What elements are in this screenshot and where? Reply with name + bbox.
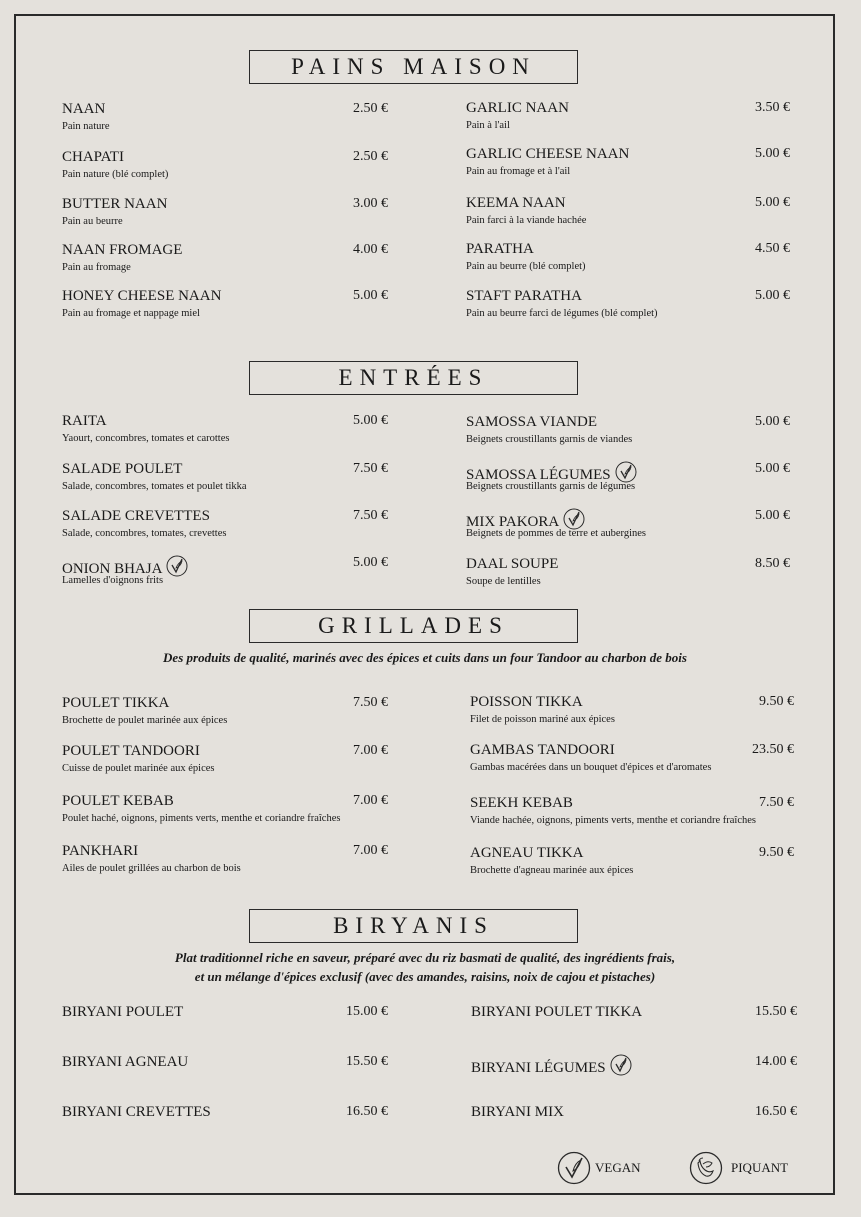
menu-item-name (466, 556, 558, 573)
menu-item-name-text: PARATHA (466, 241, 534, 257)
menu-item-name (466, 288, 582, 305)
menu-item-description: Pain au fromage et à l'ail (466, 166, 571, 177)
menu-item-name (62, 413, 107, 430)
menu-item-name-text: KEEMA NAAN (466, 195, 566, 211)
menu-item-name (466, 195, 566, 212)
menu-item-price: 4.00 € (353, 242, 388, 257)
menu-item-name (470, 742, 615, 759)
menu-item-name-text: BIRYANI LÉGUMES (471, 1060, 606, 1076)
menu-item-description: Pain à l'ail (466, 120, 510, 131)
menu-item (62, 793, 388, 833)
menu-item-name (470, 845, 583, 862)
menu-item-description: Cuisse de poulet marinée aux épices (62, 763, 215, 774)
menu-item-name (466, 146, 629, 163)
menu-item-description: Pain farci à la viande hachée (466, 215, 587, 226)
menu-item-description: Viande hachée, oignons, piments verts, menthe et coriandre fraîches (470, 815, 756, 826)
menu-item-name-text: PANKHARI (62, 843, 139, 859)
menu-item (470, 742, 794, 782)
menu-item-price: 7.50 € (353, 461, 388, 476)
menu-item-name-text: SALADE POULET (62, 461, 183, 477)
menu-item-price: 8.50 € (755, 556, 790, 571)
legend-vegan-label: VEGAN (595, 1160, 641, 1175)
menu-item-name-text: SAMOSSA VIANDE (466, 414, 598, 430)
menu-item-description: Pain au beurre (62, 216, 123, 227)
menu-item-price: 3.50 € (755, 100, 790, 115)
chili-icon (689, 1151, 723, 1185)
menu-item-description: Pain au fromage (62, 262, 131, 273)
menu-item (62, 843, 388, 883)
menu-item (466, 100, 790, 140)
menu-item-name-text: BIRYANI AGNEAU (62, 1054, 189, 1070)
menu-item (62, 1004, 388, 1044)
menu-item-name (466, 241, 534, 258)
menu-item (471, 1004, 797, 1044)
menu-item-description: Gambas macérées dans un bouquet d'épices et d'aromates (470, 762, 712, 773)
menu-item-name (62, 508, 210, 525)
menu-item-name (466, 100, 569, 117)
menu-item-price: 3.00 € (353, 196, 388, 211)
menu-item-description: Salade, concombres, tomates et poulet tikka (62, 481, 247, 492)
menu-item-description: Pain nature (blé complet) (62, 169, 169, 180)
menu-item-price: 23.50 € (752, 742, 794, 757)
menu-item-price: 15.50 € (346, 1054, 388, 1069)
menu-item-name (62, 743, 200, 760)
menu-item (470, 694, 794, 734)
menu-item-price: 5.00 € (755, 288, 790, 303)
menu-item-price: 5.00 € (755, 508, 790, 523)
menu-item-name (62, 149, 124, 166)
menu-item-price: 16.50 € (346, 1104, 388, 1119)
menu-item-name-text: GAMBAS TANDOORI (470, 742, 615, 758)
menu-item-description: Pain au beurre (blé complet) (466, 261, 586, 272)
menu-item-name-text: POULET KEBAB (62, 793, 174, 809)
menu-item (466, 195, 790, 235)
menu-item-price: 16.50 € (755, 1104, 797, 1119)
vegan-leaf-icon (610, 1054, 632, 1081)
menu-item-price: 5.00 € (353, 413, 388, 428)
menu-item-price: 7.00 € (353, 743, 388, 758)
menu-item-name-text: RAITA (62, 413, 107, 429)
menu-item (62, 695, 388, 735)
menu-item-description: Beignets croustillants garnis de viandes (466, 434, 633, 445)
menu-item-name-text: DAAL SOUPE (466, 556, 559, 572)
menu-item (62, 1054, 388, 1094)
menu-item (62, 242, 388, 282)
menu-item-name (62, 288, 221, 305)
menu-item-price: 15.00 € (346, 1004, 388, 1019)
menu-item-description: Filet de poisson mariné aux épices (470, 714, 615, 725)
menu-item-name (62, 695, 169, 712)
menu-item-name-text: ONION BHAJA (62, 561, 163, 577)
menu-item-name-text: BIRYANI MIX (471, 1104, 564, 1120)
menu-item-description: Beignets de pommes de terre et aubergines (466, 528, 646, 539)
menu-item-description: Poulet haché, oignons, piments verts, menthe et coriandre fraîches (62, 813, 341, 824)
menu-item-name (470, 694, 583, 711)
menu-item-name (62, 1004, 183, 1021)
menu-item-price: 9.50 € (759, 694, 794, 709)
menu-item (62, 508, 388, 548)
section-title-entrees: ENTRÉES (249, 361, 578, 395)
menu-item (62, 196, 388, 236)
menu-item-name-text: POULET TANDOORI (62, 743, 200, 759)
menu-item (466, 241, 790, 281)
menu-item-name-text: GARLIC CHEESE NAAN (466, 146, 630, 162)
menu-item-name-text: STAFT PARATHA (466, 288, 582, 304)
menu-item (466, 414, 790, 454)
menu-item (471, 1104, 797, 1144)
menu-item (62, 1104, 388, 1144)
legend-vegan (557, 1151, 657, 1187)
vegan-leaf-icon (166, 555, 188, 582)
menu-item-price: 15.50 € (755, 1004, 797, 1019)
section-subtitle-grillades: Des produits de qualité, marinés avec des épices et cuits dans un four Tandoor au charbon de bois (163, 650, 687, 665)
menu-item-description: Brochette d'agneau marinée aux épices (470, 865, 634, 876)
menu-item (62, 555, 388, 595)
menu-item (62, 149, 388, 189)
menu-item (62, 743, 388, 783)
menu-item-name-text: BIRYANI POULET TIKKA (471, 1004, 643, 1020)
menu-item (62, 101, 388, 141)
menu-item-price: 14.00 € (755, 1054, 797, 1069)
menu-item (62, 413, 388, 453)
menu-item-name (62, 196, 167, 213)
menu-item-name-text: BUTTER NAAN (62, 196, 168, 212)
menu-item-name-text: HONEY CHEESE NAAN (62, 288, 222, 304)
menu-item-name (62, 1054, 188, 1071)
section-subtitle-biryanis-1: Plat traditionnel riche en saveur, préparé avec du riz basmati de qualité, des ingrédients frais, (174, 950, 676, 965)
menu-item-name-text: CHAPATI (62, 149, 124, 165)
menu-item-name (471, 1054, 632, 1081)
section-subtitle-biryanis-2: et un mélange d'épices exclusif (avec des amandes, raisins, noix de cajou et pistaches) (194, 969, 656, 984)
legend-piquant (689, 1151, 809, 1187)
section-title-pains-maison: PAINS MAISON (249, 50, 578, 84)
menu-item-description: Yaourt, concombres, tomates et carottes (62, 433, 230, 444)
menu-item-name-text: GARLIC NAAN (466, 100, 569, 116)
menu-item-name-text: SEEKH KEBAB (470, 795, 573, 811)
menu-item (62, 288, 388, 328)
menu-item-name-text: BIRYANI CREVETTES (62, 1104, 211, 1120)
menu-item-name-text: AGNEAU TIKKA (470, 845, 584, 861)
menu-item-price: 7.50 € (759, 795, 794, 810)
menu-item-name (62, 101, 105, 118)
menu-item-name-text: POISSON TIKKA (470, 694, 583, 710)
menu-item-name (62, 843, 138, 860)
menu-item-name (62, 461, 182, 478)
menu-item-description: Salade, concombres, tomates, crevettes (62, 528, 227, 539)
menu-item-description: Beignets croustillants garnis de légumes (466, 481, 636, 492)
menu-item-name-text: BIRYANI POULET (62, 1004, 184, 1020)
menu-item-price: 9.50 € (759, 845, 794, 860)
menu-item-description: Ailes de poulet grillées au charbon de bois (62, 863, 241, 874)
menu-item-price: 5.00 € (755, 146, 790, 161)
vegan-leaf-icon (557, 1151, 591, 1185)
menu-item (466, 146, 790, 186)
menu-item-name (471, 1004, 642, 1021)
menu-item-name (62, 793, 174, 810)
menu-item (470, 845, 794, 885)
menu-item-description: Brochette de poulet marinée aux épices (62, 715, 228, 726)
legend-piquant-label: PIQUANT (731, 1160, 789, 1175)
menu-item-price: 7.00 € (353, 793, 388, 808)
menu-item (466, 461, 790, 501)
menu-item-price: 7.50 € (353, 508, 388, 523)
menu-item (470, 795, 794, 835)
menu-item (466, 508, 790, 548)
menu-item-name (62, 242, 182, 259)
menu-item-price: 4.50 € (755, 241, 790, 256)
menu-item-name (62, 1104, 211, 1121)
menu-item-name-text: MIX PAKORA (466, 514, 560, 530)
menu-item-description: Pain au beurre farci de légumes (blé complet) (466, 308, 658, 319)
menu-item-price: 5.00 € (755, 195, 790, 210)
menu-item-price: 7.50 € (353, 695, 388, 710)
menu-item-description: Soupe de lentilles (466, 576, 541, 587)
menu-item-name (471, 1104, 564, 1121)
menu-item-description: Pain au fromage et nappage miel (62, 308, 200, 319)
menu-item (466, 288, 790, 328)
menu-item-price: 5.00 € (353, 288, 388, 303)
section-title-grillades: GRILLADES (249, 609, 578, 643)
menu-item-name (466, 414, 597, 431)
menu-item-description: Lamelles d'oignons frits (62, 575, 164, 586)
menu-item-name-text: SAMOSSA LÉGUMES (466, 467, 611, 483)
menu-item-price: 2.50 € (353, 101, 388, 116)
section-title-biryanis: BIRYANIS (249, 909, 578, 943)
menu-item-name-text: NAAN FROMAGE (62, 242, 183, 258)
menu-item-price: 5.00 € (353, 555, 388, 570)
menu-item (62, 461, 388, 501)
menu-item-price: 7.00 € (353, 843, 388, 858)
menu-item (471, 1054, 797, 1094)
menu-item (466, 556, 790, 596)
menu-item-description: Pain nature (62, 121, 110, 132)
menu-item-price: 5.00 € (755, 414, 790, 429)
menu-item-name-text: POULET TIKKA (62, 695, 170, 711)
menu-item-name-text: SALADE CREVETTES (62, 508, 210, 524)
menu-item-name-text: NAAN (62, 101, 106, 117)
menu-item-price: 2.50 € (353, 149, 388, 164)
menu-item-price: 5.00 € (755, 461, 790, 476)
menu-item-name (470, 795, 573, 812)
